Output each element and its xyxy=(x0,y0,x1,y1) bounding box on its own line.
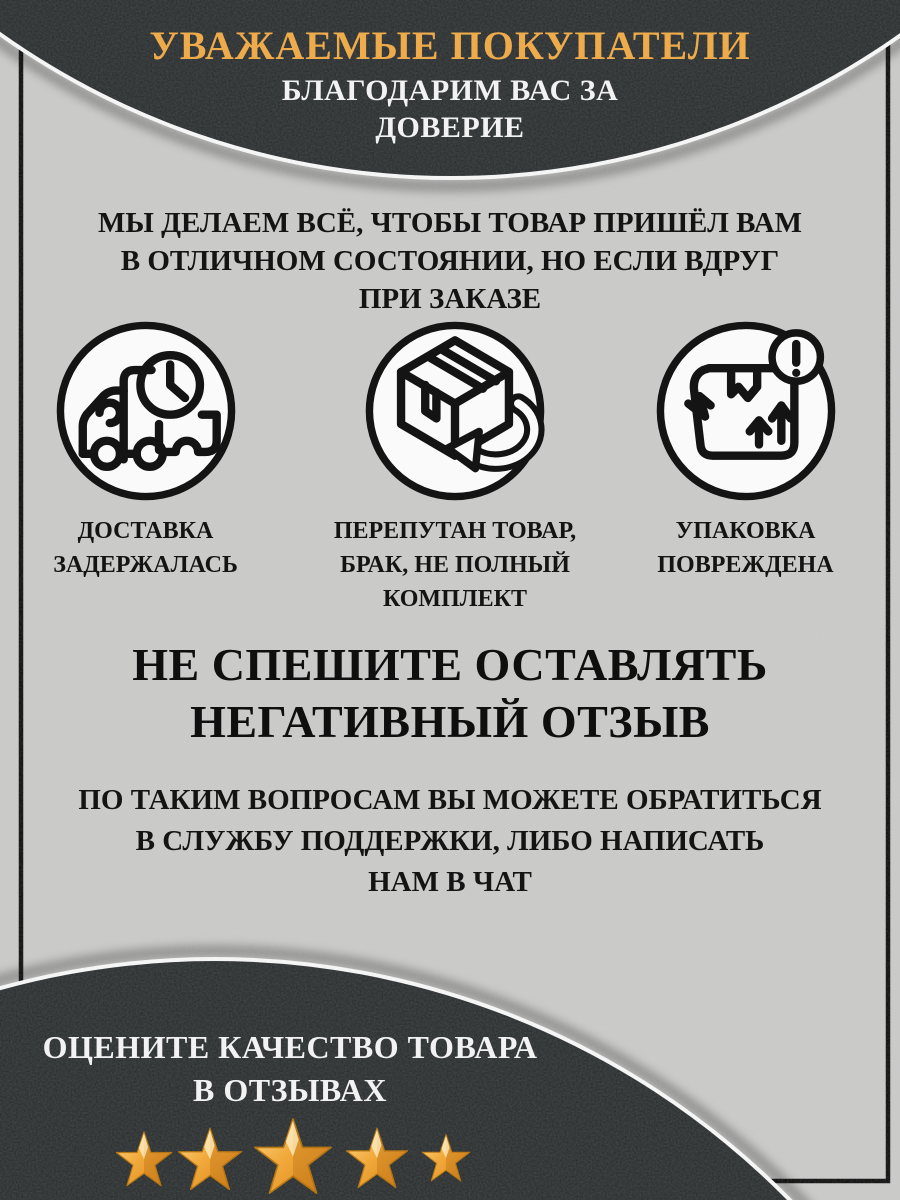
intro-paragraph xyxy=(0,204,900,318)
support-line2: В СЛУЖБУ ПОДДЕРЖКИ, ЛИБО НАПИСАТЬ xyxy=(135,825,765,857)
header-subtitle xyxy=(0,72,900,146)
star-icon xyxy=(116,1132,171,1186)
star-icon xyxy=(422,1135,470,1181)
issue-label: УПАКОВКА ПОВРЕЖДЕНА xyxy=(657,518,834,578)
issues-row xyxy=(0,318,900,612)
star-icon xyxy=(179,1128,242,1189)
intro-line2: В ОТЛИЧНОМ СОСТОЯНИИ, НО ЕСЛИ ВДРУГ xyxy=(120,245,780,277)
footer-line2: В ОТЗЫВАХ xyxy=(193,1072,387,1108)
five-star-rating xyxy=(95,1084,475,1199)
footer-line1: ОЦЕНИТЕ КАЧЕСТВО ТОВАРА xyxy=(42,1029,538,1065)
issue-label: ДОСТАВКА ЗАДЕРЖАЛАСЬ xyxy=(53,518,238,578)
support-line1: ПО ТАКИМ ВОПРОСАМ ВЫ МОЖЕТЕ ОБРАТИТЬСЯ xyxy=(78,784,822,816)
issue-label: ПЕРЕПУТАН ТОВАР, БРАК, НЕ ПОЛНЫЙ КОМПЛЕКТ xyxy=(333,518,577,612)
issue-wrong-item xyxy=(330,318,580,616)
support-paragraph xyxy=(0,780,900,903)
warning-line1: НЕ СПЕШИТЕ ОСТАВЛЯТЬ xyxy=(132,639,768,690)
delivery-truck-clock-icon xyxy=(53,318,239,504)
intro-line3: ПРИ ЗАКАЗЕ xyxy=(358,283,542,315)
header-subtitle-line2: ДОВЕРИЕ xyxy=(375,111,525,144)
warning-headline xyxy=(0,636,900,750)
box-return-arrow-icon xyxy=(362,318,548,504)
damaged-package-icon xyxy=(653,318,839,504)
issue-delivery-delayed xyxy=(28,318,263,582)
star-icon xyxy=(347,1128,408,1187)
warning-line2: НЕГАТИВНЫЙ ОТЗЫВ xyxy=(190,696,710,747)
intro-line1: МЫ ДЕЛАЕМ ВСЁ, ЧТОБЫ ТОВАР ПРИШЁЛ ВАМ xyxy=(97,207,802,239)
header-subtitle-line1: БЛАГОДАРИМ ВАС ЗА xyxy=(281,74,619,107)
page-title: УВАЖАЕМЫЕ ПОКУПАТЕЛИ xyxy=(149,23,751,68)
support-line3: НАМ В ЧАТ xyxy=(368,866,532,898)
star-icon xyxy=(255,1119,331,1193)
issue-damaged-packaging xyxy=(618,318,873,582)
